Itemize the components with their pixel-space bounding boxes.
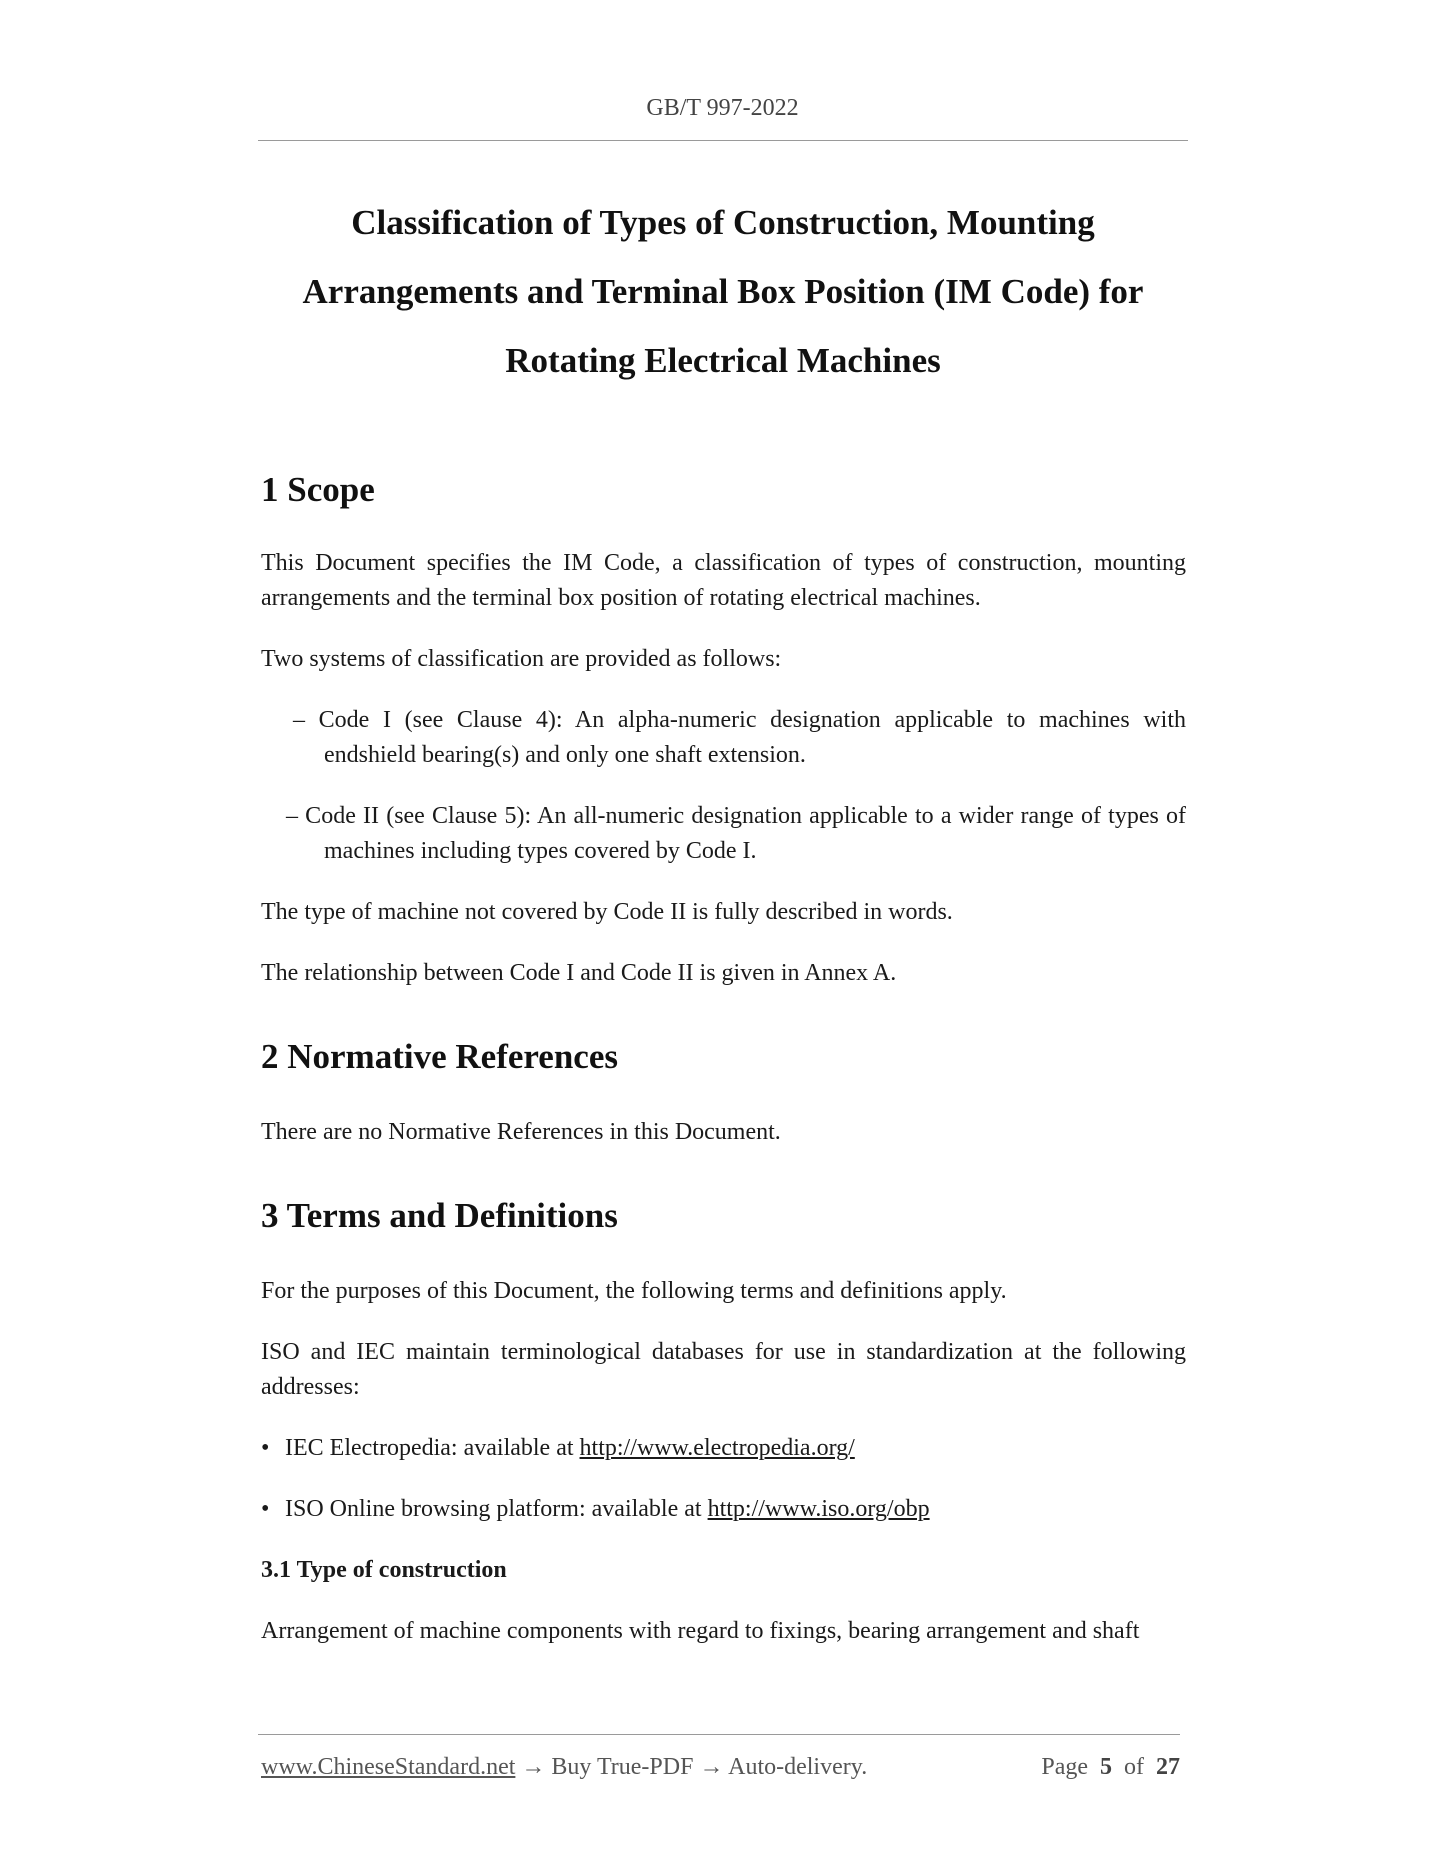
standard-code-header: GB/T 997-2022 — [646, 95, 799, 121]
footer-promo — [261, 1752, 867, 1782]
scope-paragraph-4: The relationship between Code I and Code II is given in Annex A. — [261, 960, 897, 986]
footer-tagline: → Buy True-PDF → Auto-delivery. — [515, 1754, 868, 1780]
current-page-number: 5 — [1100, 1754, 1112, 1780]
iso-obp-link[interactable]: http://www.iso.org/obp — [707, 1496, 930, 1522]
page-label: Page — [1041, 1754, 1088, 1780]
electropedia-bullet-item — [261, 1431, 1186, 1466]
subsection-3-1-heading: 3.1 Type of construction — [261, 1557, 507, 1583]
document-title — [258, 188, 1188, 395]
normative-references-paragraph: There are no Normative References in this Document. — [261, 1119, 781, 1145]
of-label: of — [1124, 1754, 1144, 1780]
terms-paragraph-2: ISO and IEC maintain terminological databases for use in standardization at the following addresses: — [261, 1339, 1186, 1400]
page-number — [1041, 1752, 1180, 1782]
code-i-list-item: – Code I (see Clause 4): An alpha-numeric designation applicable to machines with endshield bearing(s) and only one shaft extension. — [293, 707, 1186, 768]
bullet-marker: • — [261, 1435, 270, 1461]
terms-paragraph-1: For the purposes of this Document, the following terms and definitions apply. — [261, 1278, 1007, 1304]
scope-paragraph-3: The type of machine not covered by Code II is fully described in words. — [261, 899, 953, 925]
title-line-3: Rotating Electrical Machines — [505, 341, 941, 380]
total-pages-number: 27 — [1156, 1754, 1180, 1780]
code-ii-list-item: – Code II (see Clause 5): An all-numeric designation applicable to a wider range of types of machines including types covered by Code I. — [286, 803, 1186, 864]
iso-obp-bullet-item — [261, 1492, 1186, 1527]
footer-divider — [258, 1734, 1180, 1735]
title-line-2: Arrangements and Terminal Box Position (IM Code) for — [302, 272, 1144, 311]
section-1-heading: 1 Scope — [261, 470, 375, 509]
subsection-3-1-text: Arrangement of machine components with regard to fixings, bearing arrangement and shaft — [261, 1618, 1140, 1644]
electropedia-bullet-text: IEC Electropedia: available at — [285, 1435, 580, 1461]
title-line-1: Classification of Types of Construction, Mounting — [351, 203, 1095, 242]
scope-paragraph-2: Two systems of classification are provided as follows: — [261, 646, 782, 672]
section-2-heading: 2 Normative References — [261, 1037, 618, 1076]
header-divider — [258, 140, 1188, 141]
electropedia-link[interactable]: http://www.electropedia.org/ — [579, 1435, 855, 1461]
document-body — [261, 464, 1186, 1649]
iso-obp-bullet-text: ISO Online browsing platform: available at — [285, 1496, 708, 1522]
scope-paragraph-1: This Document specifies the IM Code, a classification of types of construction, mounting arrangements and the terminal box position of rotating electrical machines. — [261, 550, 1186, 611]
section-3-heading: 3 Terms and Definitions — [261, 1196, 618, 1235]
bullet-marker: • — [261, 1496, 270, 1522]
chinesestandard-link[interactable]: www.ChineseStandard.net — [261, 1754, 516, 1780]
